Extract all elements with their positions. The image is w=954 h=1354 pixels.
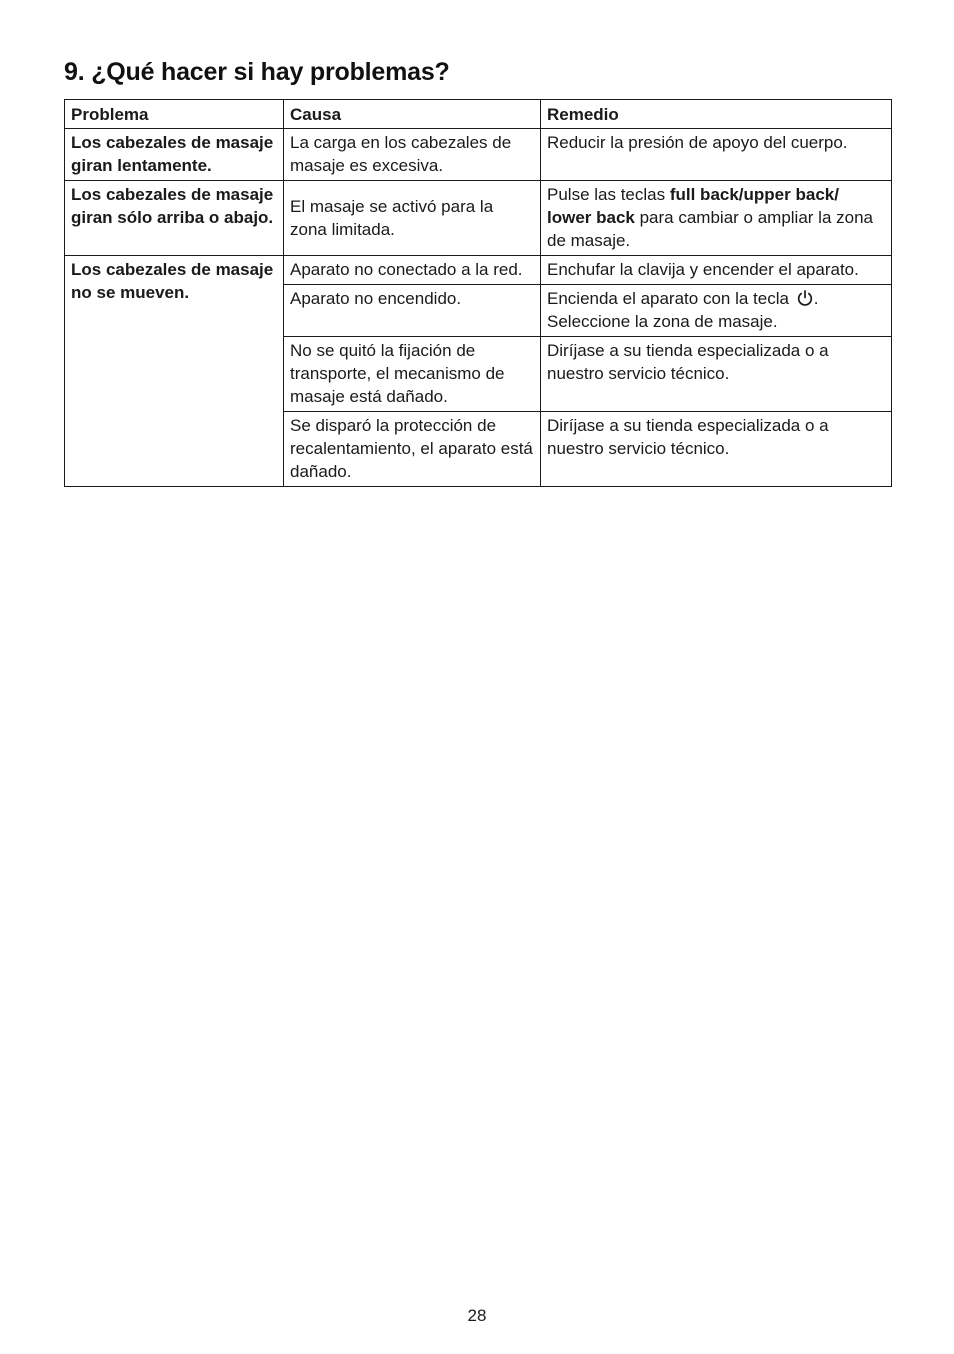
remedy-text: Encienda el aparato con la tecla — [547, 289, 789, 308]
cause-cell: Aparato no conectado a la red. — [284, 256, 541, 285]
remedy-cell: Reducir la presión de apoyo del cuerpo. — [541, 129, 892, 181]
cause-cell: Se disparó la protección de recalentamiento, el aparato está dañado. — [284, 412, 541, 487]
remedy-text: para cambiar o ampliar la zona de masaje. — [547, 208, 873, 250]
table-row — [65, 129, 892, 181]
header-cause: Causa — [284, 100, 541, 129]
troubleshooting-table — [64, 99, 892, 487]
header-problem: Problema — [65, 100, 284, 129]
header-remedy: Remedio — [541, 100, 892, 129]
table-row — [65, 256, 892, 285]
cause-cell: No se quitó la fijación de transporte, el mecanismo de masaje está dañado. — [284, 337, 541, 412]
remedy-text: Pulse las teclas — [547, 185, 670, 204]
remedy-cell: Enchufar la clavija y encender el aparato. — [541, 256, 892, 285]
problem-cell: Los cabezales de masaje giran sólo arriba o abajo. — [65, 181, 284, 256]
remedy-cell — [541, 181, 892, 256]
remedy-text: Seleccione la zona de masaje. — [547, 312, 778, 331]
page-title: 9. ¿Qué hacer si hay problemas? — [64, 58, 450, 86]
cause-cell: Aparato no encendido. — [284, 285, 541, 337]
remedy-cell: Diríjase a su tienda especializada o a nuestro servicio técnico. — [541, 337, 892, 412]
cause-cell: La carga en los cabezales de masaje es excesiva. — [284, 129, 541, 181]
remedy-cell — [541, 285, 892, 337]
remedy-text: . — [813, 289, 819, 308]
remedy-keys: full back/upper back/ lower back — [547, 185, 839, 227]
problem-cell: Los cabezales de masaje no se mueven. — [65, 256, 284, 487]
table-row — [65, 181, 892, 256]
cause-cell: El masaje se activó para la zona limitada. — [284, 181, 541, 256]
page-number: 28 — [467, 1306, 487, 1325]
problem-cell: Los cabezales de masaje giran lentamente. — [65, 129, 284, 181]
table-header-row — [65, 100, 892, 129]
remedy-cell: Diríjase a su tienda especializada o a nuestro servicio técnico. — [541, 412, 892, 487]
power-icon — [796, 289, 814, 307]
